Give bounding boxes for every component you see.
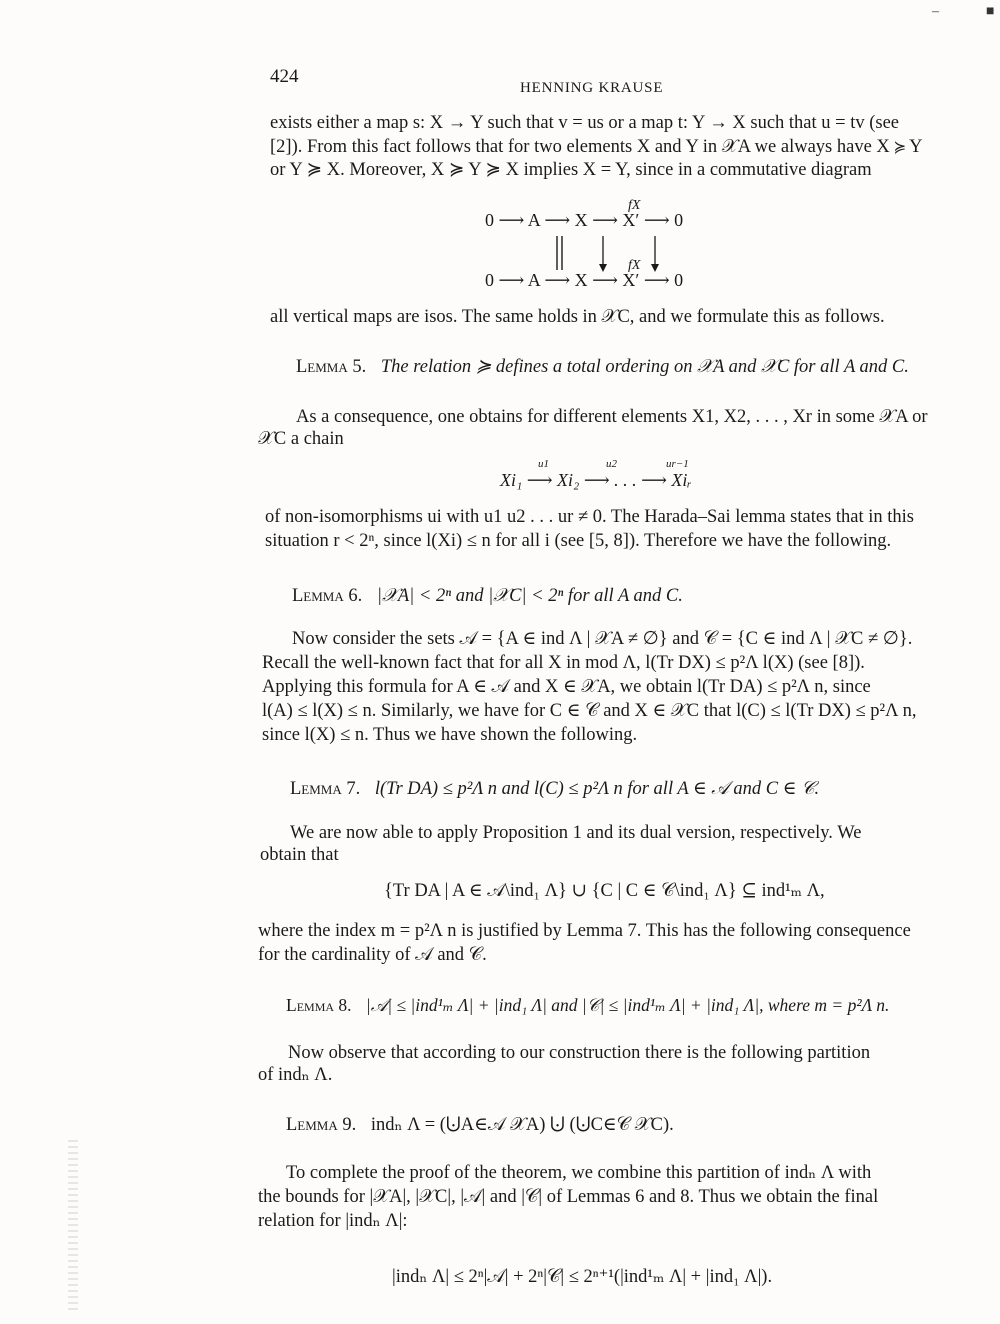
text-line: of indₙ Λ. (258, 1065, 333, 1085)
diagram-row-bottom: 0 ⟶ A ⟶ X ⟶ X′ ⟶ 0 (485, 270, 684, 290)
text-line: As a consequence, one obtains for different elements X1, X2, . . . , Xr in some 𝒳A or (296, 407, 928, 427)
lemma-statement: l(Tr DA) ≤ p²Λ n and l(C) ≤ p²Λ n for all A ∈ 𝒜 and C ∈ 𝒞. (374, 779, 820, 799)
text-line: situation r < 2ⁿ, since l(Xi) ≤ n for all i (see [5, 8]). Therefore we have the following. (265, 531, 892, 551)
text-line: Now consider the sets 𝒜 = {A ∈ ind Λ | 𝒳A ≠ ∅} and 𝒞 = {C ∈ ind Λ | 𝒳C ≠ ∅}. (292, 629, 913, 649)
text-line: 𝒳C a chain (258, 429, 344, 449)
page-gutter-texture (68, 1140, 78, 1310)
chain-label: u1 (538, 458, 549, 470)
text-line: To complete the proof of the theorem, we combine this partition of indₙ Λ with (286, 1163, 872, 1183)
lemma-statement: indₙ Λ = (⨃A∈𝒜 𝒳A) ⨃ (⨃C∈𝒞 𝒳C). (370, 1115, 674, 1135)
lemma-statement: The relation ≽ defines a total ordering on 𝒳A and 𝒳C for all A and C. (380, 357, 909, 377)
text-line: [2]). From this fact follows that for two elements X and Y in 𝒳A we always have X ≽ Y (270, 137, 923, 157)
lemma-label: Lemma 6. (292, 586, 363, 606)
chain-label: ur−1 (666, 458, 689, 470)
display-equation-1: {Tr DA | A ∈ 𝒜\ind₁ Λ} ∪ {C | C ∈ 𝒞\ind₁ Λ} ⊆ ind¹ₘ Λ, (384, 881, 825, 901)
text-line: or Y ≽ X. Moreover, X ≽ Y ≽ X implies X = Y, since in a commutative diagram (270, 160, 872, 180)
lemma-9 (286, 1114, 674, 1136)
page-number: 424 (270, 66, 299, 87)
diagram-label-bottom: fX (628, 258, 641, 273)
text-line: the bounds for |𝒳A|, |𝒳C|, |𝒜| and |𝒞| of Lemmas 6 and 8. Thus we obtain the final (258, 1187, 879, 1207)
text-line: since l(X) ≤ n. Thus we have shown the following. (262, 725, 638, 745)
edge-mark-square: ■ (986, 4, 995, 19)
text-line: Now observe that according to our construction there is the following partition (288, 1043, 871, 1063)
text-line: obtain that (260, 845, 339, 865)
lemma-label: Lemma 7. (290, 779, 361, 799)
lemma-6 (292, 585, 683, 607)
lemma-statement: |𝒳A| < 2ⁿ and |𝒳C| < 2ⁿ for all A and C. (376, 586, 683, 606)
lemma-7 (290, 778, 819, 800)
lemma-8 (286, 994, 889, 1016)
display-equation-2: |indₙ Λ| ≤ 2ⁿ|𝒜| + 2ⁿ|𝒞| ≤ 2ⁿ⁺¹(|ind¹ₘ Λ| + |ind₁ Λ|). (392, 1267, 773, 1287)
text-line: l(A) ≤ l(X) ≤ n. Similarly, we have for C ∈ 𝒞 and X ∈ 𝒳C that l(C) ≤ l(Tr DX) ≤ p²Λ n, (262, 701, 917, 721)
chain-formula: Xi₁ ⟶ Xi₂ ⟶ . . . ⟶ Xiᵣ (500, 470, 692, 490)
text-line: relation for |indₙ Λ|: (258, 1211, 408, 1231)
text-line: of non-isomorphisms ui with u1 u2 . . . ur ≠ 0. The Harada–Sai lemma states that in this (265, 507, 915, 527)
diagram-row-top: 0 ⟶ A ⟶ X ⟶ X′ ⟶ 0 (485, 210, 684, 230)
text-line: all vertical maps are isos. The same holds in 𝒳C, and we formulate this as follows. (270, 307, 885, 327)
text-line: Recall the well-known fact that for all X in mod Λ, l(Tr DX) ≤ p²Λ l(X) (see [8]). (262, 653, 865, 673)
text-line: exists either a map s: X → Y such that v = us or a map t: Y → X such that u = tv (see (270, 113, 900, 133)
chain-label: u2 (606, 458, 617, 470)
lemma-label: Lemma 9. (286, 1115, 357, 1135)
diagram-vertical-arrows (485, 234, 715, 274)
text-line: where the index m = p²Λ n is justified by Lemma 7. This has the following consequence (258, 921, 911, 941)
edge-mark-dash: – (932, 4, 939, 19)
lemma-label: Lemma 5. (296, 357, 367, 377)
text-line: for the cardinality of 𝒜 and 𝒞. (258, 945, 487, 965)
diagram-label-top: fX (628, 198, 641, 213)
running-head: HENNING KRAUSE (520, 80, 664, 96)
text-line: We are now able to apply Proposition 1 and its dual version, respectively. We (290, 823, 862, 843)
lemma-5 (296, 356, 909, 378)
lemma-label: Lemma 8. (286, 995, 352, 1015)
lemma-statement: |𝒜| ≤ |ind¹ₘ Λ| + |ind₁ Λ| and |𝒞| ≤ |ind¹ₘ Λ| + |ind₁ Λ|, where m = p²Λ n. (365, 995, 890, 1015)
text-line: Applying this formula for A ∈ 𝒜 and X ∈ 𝒳A, we obtain l(Tr DA) ≤ p²Λ n, since (262, 677, 871, 697)
